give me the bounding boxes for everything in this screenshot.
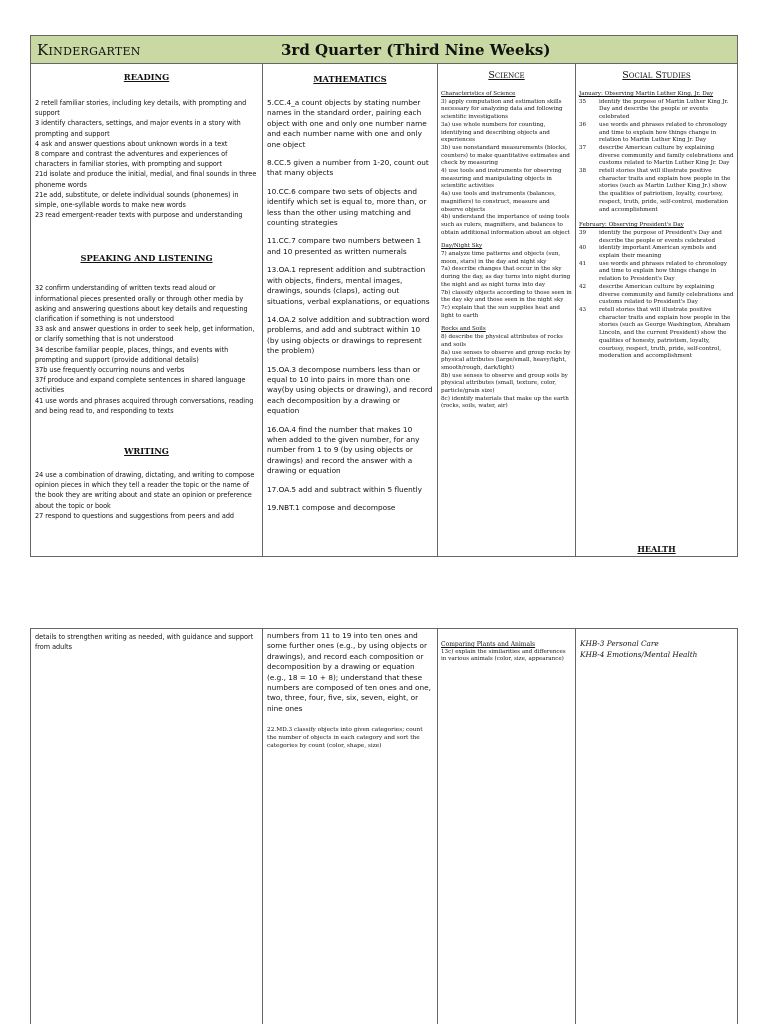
list-item: 17.OA.5 add and subtract within 5 fluently	[267, 484, 423, 494]
list-item: 15.OA.3 decompose numbers less than or equal to 10 into pairs in more than one way(by using objects or drawing), and record each decomposition by a drawing or equation	[267, 364, 433, 416]
mathematics-heading: MATHEMATICS	[313, 74, 387, 84]
list-item: 7b) classify objects according to those seen in the day sky and those seen in the night sky	[441, 289, 572, 304]
list-item: 8c) identify materials that make up the earth (rocks, soils, water, air)	[441, 395, 569, 410]
list-item: 34 describe familiar people, places, things, and events with prompting and support (provide additional details)	[35, 344, 229, 364]
list-item: 7c) explain that the sun supplies heat and light to earth	[441, 304, 560, 319]
health-column	[576, 629, 737, 1024]
list-item: 39 identify the purpose of President's Day and describe the people or events celebrated	[579, 229, 722, 244]
list-item: 4) use tools and instruments for observing measuring and manipulating objects in scientific activities	[441, 168, 562, 190]
list-item: 19.NBT.1 compose and decompose	[267, 503, 396, 512]
list-item: 2 retell familiar stories, including key details, with prompting and support	[35, 98, 247, 118]
list-item: 35 identify the purpose of Martin Luther King Jr. Day and describe the people or events celebrated	[579, 98, 729, 121]
list-item: 27 respond to questions and suggestions from peers and add	[35, 510, 235, 520]
section-title: Rocks and Soils	[441, 326, 486, 333]
curriculum-table	[30, 35, 738, 557]
section-title: Day/Night Sky	[441, 243, 483, 250]
science-column	[438, 64, 576, 556]
list-item: 41 use words and phrases related to chronology and time to explain how things change in relation to President's Day	[579, 260, 728, 283]
list-item: 7) analyze time patterns and objects (sun, moon, stars) in the day and night sky	[441, 251, 561, 265]
social-studies-heading: Social Studies	[622, 70, 691, 81]
science-heading: Science	[488, 70, 525, 81]
list-item: 22.MD.3 classify objects into given categories; count the number of objects in each category and sort the categories by count (color, shape, size)	[267, 727, 423, 750]
grade-title: Kindergarten	[37, 41, 141, 59]
list-item: 41 use words and phrases acquired through conversations, reading and being read to, and responding to texts	[35, 395, 254, 415]
speaking-heading: SPEAKING AND LISTENING	[80, 253, 213, 264]
list-item: 37b use frequently occurring nouns and verbs	[35, 365, 185, 375]
list-item: 42 describe American culture by explaining diverse community and family celebrations and customs related to President's Day	[579, 283, 734, 306]
section-title: February: Observing President's Day	[579, 222, 684, 229]
list-item: details to strengthen writing as needed, with guidance and support from adults	[35, 632, 254, 652]
list-item: 7a) describe changes that occur in the sky during the day, as day turns into night during the night and as night turns into day	[441, 266, 571, 288]
list-item: 8a) use senses to observe and group rocks by physical attributes (large/small, heavy/light, smooth/rough, dark/light)	[441, 349, 571, 371]
social-studies-column	[576, 64, 737, 556]
list-item: 33 ask and answer questions in order to seek help, get information, or clarify something that is not understood	[35, 324, 255, 344]
list-item: 37 describe American culture by explaining diverse community and family celebrations and customs related to Martin Luther King Jr. Day	[579, 144, 734, 167]
mathematics-column-continued	[263, 629, 438, 1024]
list-item: 8 compare and contrast the adventures and experiences of characters in familiar stories, with prompting and support	[35, 149, 228, 169]
section-title: Characteristics of Science	[441, 91, 516, 97]
reading-column-continued	[31, 629, 263, 1024]
list-item: 11.CC.7 compare two numbers between 1 and 10 presented as written numerals	[267, 236, 422, 256]
list-item: numbers from 11 to 19 into ten ones and some further ones (e.g., by using objects or drawings), and record each composition or decomposition by a drawing or equation (e.g., 18 = 10 + 8); understand that these numbers are composed of ten ones and one, two, three, four, five, six, seven, eight, or nine ones	[267, 631, 431, 713]
list-item: 23 read emergent-reader texts with purpose and understanding	[35, 210, 243, 220]
list-item: KHB-3 Personal Care	[580, 639, 659, 648]
writing-heading: WRITING	[124, 446, 169, 457]
list-item: 36 use words and phrases related to chronology and time to explain how things change in relation to Martin Luther King Jr. Day	[579, 121, 728, 144]
section-title: January: Observing Martin Luther King, Jr. Day	[579, 91, 714, 97]
health-heading: HEALTH	[637, 544, 676, 554]
section-title: Comparing Plants and Animals	[441, 641, 536, 648]
list-item: 3a) use whole numbers for counting, identifying and describing objects and experiences	[441, 121, 550, 144]
list-item: 4 ask and answer questions about unknown words in a text	[35, 138, 228, 148]
list-item: 14.OA.2 solve addition and subtraction word problems, and add and subtract within 10 (by using objects or drawings to represent the problem)	[267, 314, 430, 356]
mathematics-column	[263, 64, 438, 556]
list-item: 43 retell stories that will illustrate positive character traits and explain how people in the stories (such as George Washington, Abraham Lincoln, and the current President) show the qualities of honesty, patriotism, loyalty, courtesy, respect, truth, pride, self-control, moderation and accomplishment	[579, 306, 731, 360]
quarter-title: 3rd Quarter (Third Nine Weeks)	[281, 41, 551, 59]
table-header	[31, 36, 737, 64]
list-item: 40 identify important American symbols and explain their meaning	[579, 245, 717, 260]
list-item: 4a) use tools and instruments (balances, magnifiers) to construct, measure and observe objects	[441, 191, 556, 213]
list-item: KHB-4 Emotions/Mental Health	[580, 649, 698, 659]
list-item: 13.OA.1 represent addition and subtraction with objects, finders, mental images, drawings, sounds (claps), acting out situations, verbal explanations, or equations	[267, 265, 430, 306]
list-item: 3) apply computation and estimation skills necessary for analyzing data and following scientific investigations	[441, 98, 563, 121]
list-item: 5.CC.4_a count objects by stating number names in the standard order, pairing each object with one and only one number name and each number name with one and only one object	[267, 98, 427, 149]
reading-column	[31, 64, 263, 556]
list-item: 24 use a combination of drawing, dictating, and writing to compose opinion pieces in which they tell a reader the topic or the name of the book they are writing about and state an opinion or preference about the topic or book	[35, 470, 255, 510]
list-item: 21d isolate and produce the initial, medial, and final sounds in three phoneme words	[35, 169, 257, 189]
list-item: 3 identify characters, settings, and major events in a story with prompting and support	[35, 118, 241, 138]
list-item: 8b) use senses to observe and group soils by physical attributes (small, texture, color, particle/grain size)	[441, 372, 568, 395]
list-item: 10.CC.6 compare two sets of objects and identify which set is equal to, more than, or less than the other using matching and counting strategies	[267, 186, 427, 228]
list-item: 4b) understand the importance of using tools such as rulers, magnifiers, and balances to obtain additional information about an object	[441, 214, 570, 236]
list-item: 3b) use nonstandard measurements (blocks, counters) to make quantitative estimates and check by measuring	[441, 144, 570, 167]
curriculum-table-continued	[30, 628, 738, 1024]
list-item: 37f produce and expand complete sentences in shared language activities	[35, 375, 246, 395]
list-item: 8) describe the physical attributes of rocks and soils	[441, 334, 563, 348]
list-item: 8.CC.5 given a number from 1-20, count out that many objects	[267, 158, 429, 178]
list-item: 32 confirm understanding of written texts read aloud or informational pieces presented orally or through other media by asking and answering questions about key details and requesting clarification if something is not understood	[35, 283, 248, 324]
list-item: 16.OA.4 find the number that makes 10 when added to the given number, for any number from 1 to 9 (by using objects or drawings) and record the answer with a drawing or equation	[267, 424, 420, 476]
science-column-continued	[438, 629, 576, 1024]
list-item: 38 retell stories that will illustrate positive character traits and explain how people in the stories (such as Martin Luther King Jr.) show the qualities of patriotism, loyalty, courtesy, respect, truth, pride, self-control, moderation and accomplishment	[579, 168, 731, 213]
list-item: 13c) explain the similarities and differences in various animals (color, size, appearance)	[441, 648, 566, 663]
list-item: 21e add, substitute, or delete individual sounds (phonemes) in simple, one-syllable words to make new words	[35, 189, 239, 210]
reading-heading: READING	[123, 72, 170, 82]
